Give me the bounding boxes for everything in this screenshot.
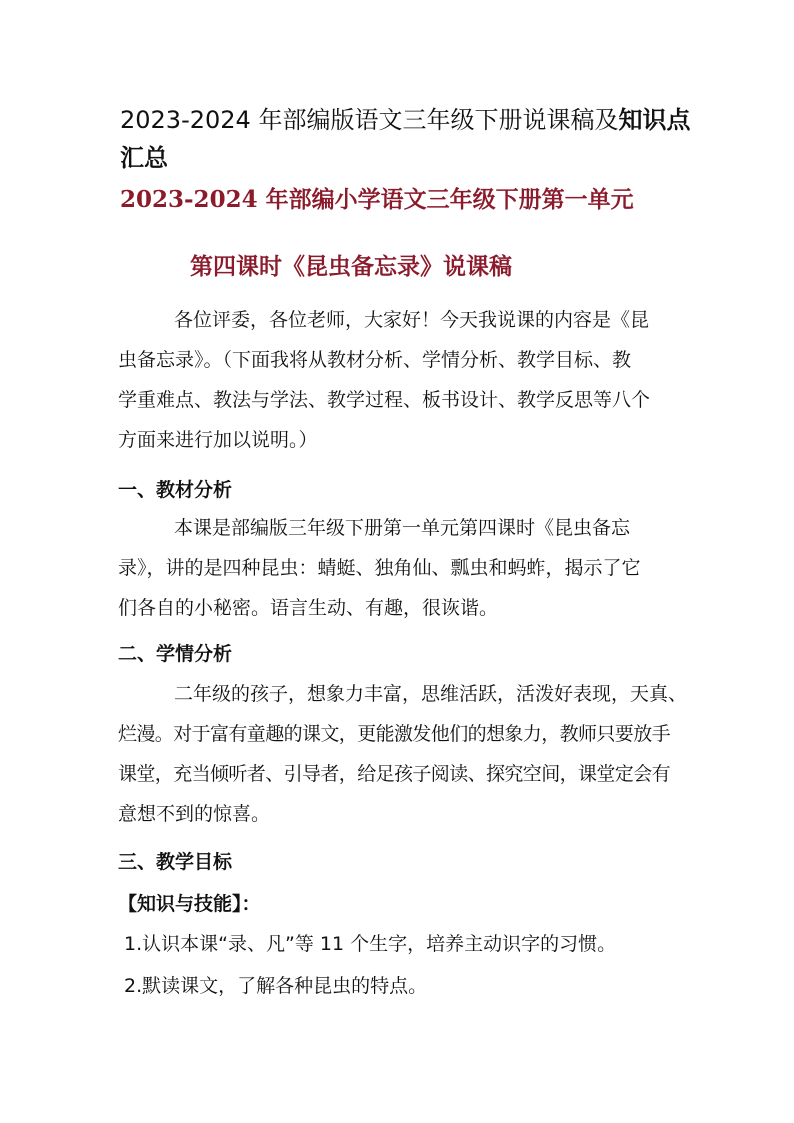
intro-line: 学重难点、教法与学法、教学过程、板书设计、教学反思等八个 [118, 389, 651, 411]
goal-item-1: 1.认识本课“录、凡”等 11 个生字，培养主动识字的习惯。 [124, 933, 617, 955]
intro-line: 各位评委，各位老师，大家好！今天我说课的内容是《昆 [174, 309, 650, 331]
section2-line: 二年级的孩子，想象力丰富，思维活跃，活泼好表现，天真、 [174, 683, 688, 705]
title-bold-text: 知识点 [618, 106, 691, 134]
document-title-line1 [120, 104, 690, 136]
document-title-line2 [120, 142, 168, 174]
intro-paragraph [118, 300, 678, 460]
goal-item-2: 2.默读课文，了解各种昆虫的特点。 [124, 975, 428, 997]
title-text: 2023-2024 年部编版语文三年级下册说课稿及 [120, 106, 619, 134]
knowledge-skills-heading: 【知识与技能】： [118, 893, 261, 915]
section-heading-student-analysis: 二、学情分析 [118, 643, 233, 665]
intro-line: 方面来进行加以说明。） [118, 429, 318, 451]
section2-line: 烂漫。对于富有童趣的课文，更能激发他们的想象力，教师只要放手 [118, 723, 671, 745]
section2-line: 课堂，充当倾听者、引导者，给足孩子阅读、探究空间，课堂定会有 [118, 763, 671, 785]
section2-paragraph [118, 674, 688, 834]
section1-line: 录》，讲的是四种昆虫：蜻蜓、独角仙、瓢虫和蚂蚱，揭示了它 [118, 557, 641, 579]
intro-line: 虫备忘录》。（下面我将从教材分析、学情分析、教学目标、教 [118, 349, 632, 371]
section-heading-teaching-goals: 三、教学目标 [118, 851, 233, 873]
title-line2-text: 汇总 [120, 144, 168, 172]
section1-line: 本课是部编版三年级下册第一单元第四课时《昆虫备忘 [174, 517, 631, 539]
lesson-subtitle: 第四课时《昆虫备忘录》说课稿 [190, 254, 512, 280]
unit-subtitle: 2023-2024 年部编小学语文三年级下册第一单元 [120, 186, 634, 213]
section2-line: 意想不到的惊喜。 [118, 803, 271, 825]
section1-paragraph [118, 508, 678, 628]
section-heading-textbook-analysis: 一、教材分析 [118, 479, 233, 501]
section1-line: 们各自的小秘密。语言生动、有趣，很诙谐。 [118, 597, 499, 619]
